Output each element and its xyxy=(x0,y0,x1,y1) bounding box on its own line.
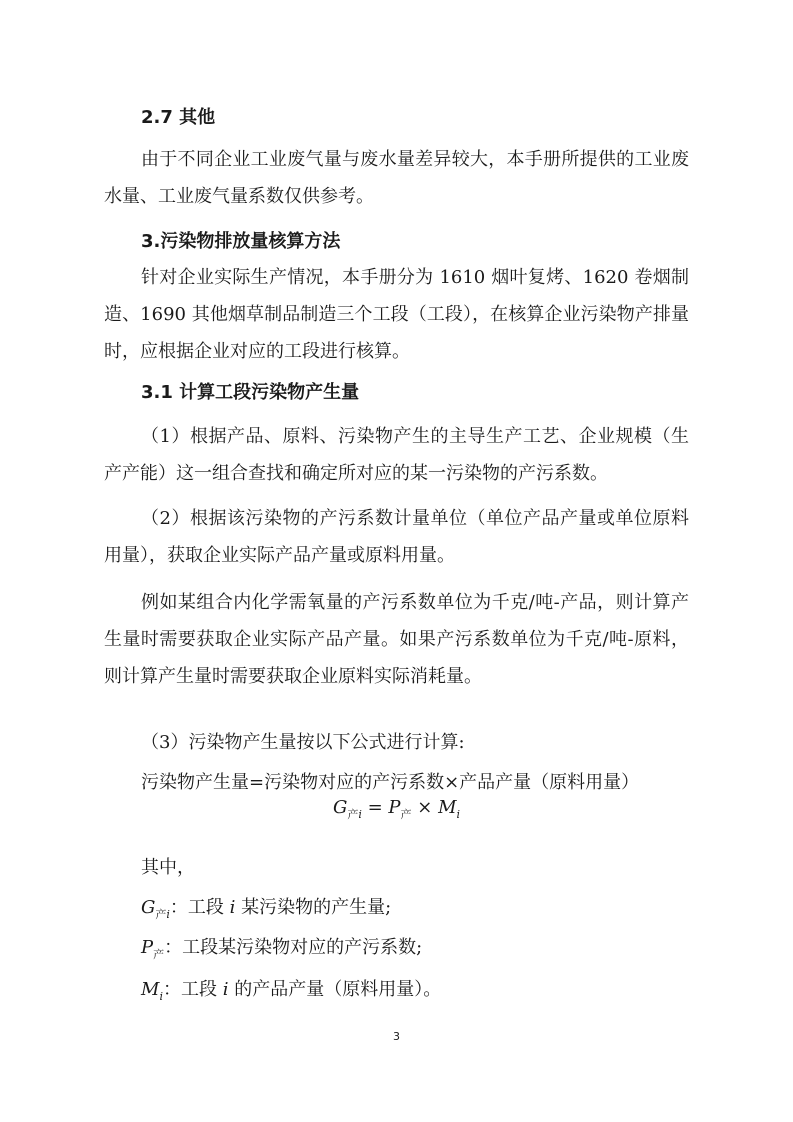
definition-m-subscript: i xyxy=(159,990,163,1003)
definition-p-symbol: P xyxy=(141,937,154,958)
section-3-1-example: 例如某组合内化学需氧量的产污系数单位为千克/吨-产品，则计算产生量时需要获取企业实际产品产量。如果产污系数单位为千克/吨-原料，则计算产生量时需要获取企业原料实际消耗量。 xyxy=(104,592,689,687)
definition-p xyxy=(141,936,422,962)
formula-times: × xyxy=(411,797,439,818)
definition-m-text-i: i xyxy=(222,979,229,1000)
formula-g-subscript-i: i xyxy=(358,808,362,821)
definition-m-symbol: M xyxy=(141,979,160,1000)
section-3-1-step-3: （3）污染物产生量按以下公式进行计算: xyxy=(141,732,465,753)
definition-g-text-a: 工段 xyxy=(187,897,230,918)
formula xyxy=(0,796,793,822)
formula-p-symbol: P xyxy=(388,797,401,818)
section-3-1-heading: 3.1 计算工段污染物产生量 xyxy=(141,382,360,403)
formula-g-subscript: 产 xyxy=(347,808,359,821)
where-label: 其中， xyxy=(141,857,195,878)
formula-p-subscript: 产 xyxy=(400,808,412,821)
section-3-1-step-1: （1）根据产品、原料、污染物产生的主导生产工艺、企业规模（生产产能）这一组合查找和确定所对应的某一污染物的产污系数。 xyxy=(104,426,689,484)
definition-p-text: 工段某污染物对应的产污系数; xyxy=(182,937,423,958)
formula-m-subscript: i xyxy=(456,808,461,821)
page-number: 3 xyxy=(393,1030,400,1043)
formula-m-symbol: M xyxy=(438,797,457,818)
section-3-paragraph: 针对企业实际生产情况，本手册分为 1610 烟叶复烤、1620 卷烟制造、1690 其他烟草制品制造三个工段（工段），在核算企业污染物产排量时，应根据企业对应的工段进行核算。 xyxy=(104,267,689,362)
section-3-heading: 3.污染物排放量核算方法 xyxy=(141,231,341,252)
definition-g xyxy=(141,896,391,922)
definition-p-colon: ： xyxy=(164,937,183,958)
formula-description: 污染物产生量=污染物对应的产污系数×产品产量（原料用量） xyxy=(141,772,640,793)
section-3-1-step-2: （2）根据该污染物的产污系数计量单位（单位产品产量或单位原料用量），获取企业实际产品产量或原料用量。 xyxy=(104,508,689,566)
definition-m-colon: ： xyxy=(162,979,181,1000)
definition-p-subscript: 产 xyxy=(153,948,165,961)
formula-equals: = xyxy=(361,797,389,818)
definition-m xyxy=(141,978,441,1004)
definition-g-text-i: i xyxy=(229,897,236,918)
definition-g-colon: ： xyxy=(169,897,188,918)
section-2-7-paragraph: 由于不同企业工业废气量与废水量差异较大，本手册所提供的工业废水量、工业废气量系数仅供参考。 xyxy=(104,149,689,207)
definition-g-text-b: 某污染物的产生量; xyxy=(235,897,392,918)
section-2-7-heading: 2.7 其他 xyxy=(141,107,216,128)
formula-g-symbol: G xyxy=(332,797,348,818)
definition-g-symbol: G xyxy=(141,897,156,918)
definition-g-subscript-i: i xyxy=(166,908,170,921)
definition-m-text-a: 工段 xyxy=(180,979,223,1000)
definition-g-subscript: 产 xyxy=(155,908,167,921)
definition-m-text-b: 的产品产量（原料用量）。 xyxy=(228,979,442,1000)
